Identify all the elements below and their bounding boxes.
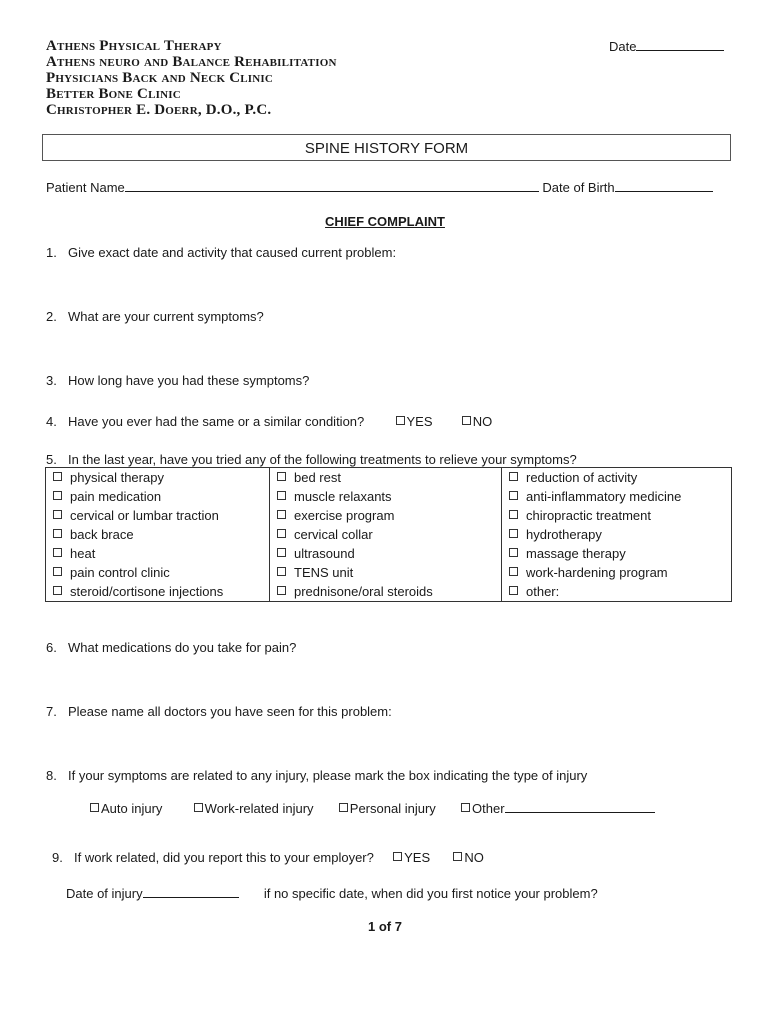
- treatment-option[interactable]: cervical or lumbar traction: [46, 506, 270, 525]
- checkbox[interactable]: [509, 472, 518, 481]
- work-injury-label: Work-related injury: [204, 801, 314, 816]
- injury-date-row: [66, 885, 598, 901]
- question-7: 7. Please name all doctors you have seen for this problem:: [46, 704, 392, 719]
- question-4-text: Have you ever had the same or a similar condition?: [68, 414, 365, 429]
- question-8-text: If your symptoms are related to any injury, please mark the box indicating the type of injury: [68, 768, 588, 783]
- treatment-option[interactable]: steroid/cortisone injections: [46, 582, 270, 602]
- checkbox[interactable]: [509, 491, 518, 500]
- question-5-text: In the last year, have you tried any of the following treatments to relieve your symptoms?: [68, 452, 577, 467]
- treatment-option[interactable]: exercise program: [270, 506, 502, 525]
- treatment-option[interactable]: heat: [46, 544, 270, 563]
- question-9: 9. If work related, did you report this to your employer? YES NO: [52, 850, 484, 865]
- checkbox[interactable]: [53, 472, 62, 481]
- checkbox[interactable]: [509, 510, 518, 519]
- question-3-text: How long have you had these symptoms?: [68, 373, 310, 388]
- personal-injury-checkbox[interactable]: [339, 803, 348, 812]
- table-row: [46, 582, 732, 602]
- question-1-text: Give exact date and activity that caused current problem:: [68, 245, 397, 260]
- checkbox[interactable]: [509, 567, 518, 576]
- injury-date-blank[interactable]: [143, 885, 239, 898]
- date-field: [609, 38, 724, 54]
- clinic-name-1: Athens Physical Therapy: [46, 38, 222, 54]
- checkbox[interactable]: [277, 472, 286, 481]
- treatment-option[interactable]: muscle relaxants: [270, 487, 502, 506]
- treatment-option[interactable]: physical therapy: [46, 468, 270, 488]
- dob-label: Date of Birth: [542, 180, 615, 195]
- q4-no-label: NO: [472, 414, 493, 429]
- personal-injury-label: Personal injury: [349, 801, 436, 816]
- treatment-option[interactable]: prednisone/oral steroids: [270, 582, 502, 602]
- treatment-option[interactable]: massage therapy: [502, 544, 732, 563]
- q9-no-label: NO: [464, 850, 484, 865]
- treatment-option[interactable]: reduction of activity: [502, 468, 732, 488]
- checkbox[interactable]: [53, 491, 62, 500]
- question-2: 2. What are your current symptoms?: [46, 309, 264, 324]
- table-row: [46, 487, 732, 506]
- checkbox[interactable]: [53, 529, 62, 538]
- other-injury-label: Other: [472, 801, 505, 816]
- q4-yes-checkbox[interactable]: [396, 416, 405, 425]
- question-8: 8. If your symptoms are related to any injury, please mark the box indicating the type of injury: [46, 768, 588, 783]
- question-7-text: Please name all doctors you have seen for this problem:: [68, 704, 392, 719]
- checkbox[interactable]: [53, 548, 62, 557]
- q9-yes-label: YES: [404, 850, 431, 865]
- table-row: [46, 563, 732, 582]
- form-title: SPINE HISTORY FORM: [42, 134, 731, 161]
- question-2-text: What are your current symptoms?: [68, 309, 264, 324]
- treatment-option[interactable]: chiropractic treatment: [502, 506, 732, 525]
- other-injury-checkbox[interactable]: [461, 803, 470, 812]
- q9-no-checkbox[interactable]: [453, 852, 462, 861]
- question-5: 5. In the last year, have you tried any of the following treatments to relieve your symptoms?: [46, 452, 577, 467]
- treatment-option[interactable]: bed rest: [270, 468, 502, 488]
- checkbox[interactable]: [509, 586, 518, 595]
- question-6: 6. What medications do you take for pain?: [46, 640, 297, 655]
- patient-name-label: Patient Name: [46, 180, 125, 195]
- question-6-text: What medications do you take for pain?: [68, 640, 297, 655]
- patient-name-blank[interactable]: [125, 179, 539, 192]
- patient-row: [46, 179, 713, 195]
- table-row: [46, 525, 732, 544]
- injury-date-label: Date of injury: [66, 886, 143, 901]
- auto-injury-label: Auto injury: [101, 801, 163, 816]
- dob-blank[interactable]: [615, 179, 713, 192]
- checkbox[interactable]: [277, 510, 286, 519]
- clinic-name-3: Physicians Back and Neck Clinic: [46, 70, 274, 86]
- checkbox[interactable]: [277, 586, 286, 595]
- section-title: CHIEF COMPLAINT: [325, 214, 445, 229]
- work-injury-checkbox[interactable]: [194, 803, 203, 812]
- treatment-option[interactable]: TENS unit: [270, 563, 502, 582]
- checkbox[interactable]: [277, 491, 286, 500]
- question-3: 3. How long have you had these symptoms?: [46, 373, 310, 388]
- other-injury-blank[interactable]: [505, 800, 655, 813]
- checkbox[interactable]: [53, 586, 62, 595]
- question-1: 1. Give exact date and activity that caused current problem:: [46, 245, 397, 260]
- checkbox[interactable]: [509, 548, 518, 557]
- checkbox[interactable]: [53, 567, 62, 576]
- checkbox[interactable]: [277, 567, 286, 576]
- table-row: [46, 468, 732, 488]
- treatment-option[interactable]: back brace: [46, 525, 270, 544]
- clinic-name-2: Athens neuro and Balance Rehabilitation: [46, 54, 337, 70]
- notice-question: if no specific date, when did you first notice your problem?: [263, 886, 598, 901]
- q4-no-checkbox[interactable]: [462, 416, 471, 425]
- injury-type-options: [90, 800, 655, 816]
- treatment-option[interactable]: ultrasound: [270, 544, 502, 563]
- table-row: [46, 506, 732, 525]
- treatment-option[interactable]: cervical collar: [270, 525, 502, 544]
- question-4: 4. Have you ever had the same or a similar condition? YES NO: [46, 414, 493, 429]
- checkbox[interactable]: [53, 510, 62, 519]
- date-blank[interactable]: [636, 38, 724, 51]
- treatments-table: [45, 467, 732, 602]
- clinic-name-5: Christopher E. Doerr, D.O., P.C.: [46, 102, 272, 118]
- q9-yes-checkbox[interactable]: [393, 852, 402, 861]
- table-row: [46, 544, 732, 563]
- question-9-text: If work related, did you report this to your employer?: [74, 850, 374, 865]
- page-indicator: 1 of 7: [368, 919, 402, 934]
- treatment-option[interactable]: work-hardening program: [502, 563, 732, 582]
- auto-injury-checkbox[interactable]: [90, 803, 99, 812]
- clinic-name-4: Better Bone Clinic: [46, 86, 181, 102]
- treatment-option[interactable]: hydrotherapy: [502, 525, 732, 544]
- checkbox[interactable]: [509, 529, 518, 538]
- checkbox[interactable]: [277, 548, 286, 557]
- treatment-option[interactable]: pain control clinic: [46, 563, 270, 582]
- date-label: Date: [609, 39, 637, 54]
- checkbox[interactable]: [277, 529, 286, 538]
- treatment-option[interactable]: other:: [502, 582, 732, 602]
- q4-yes-label: YES: [406, 414, 433, 429]
- treatment-option[interactable]: pain medication: [46, 487, 270, 506]
- treatment-option[interactable]: anti-inflammatory medicine: [502, 487, 732, 506]
